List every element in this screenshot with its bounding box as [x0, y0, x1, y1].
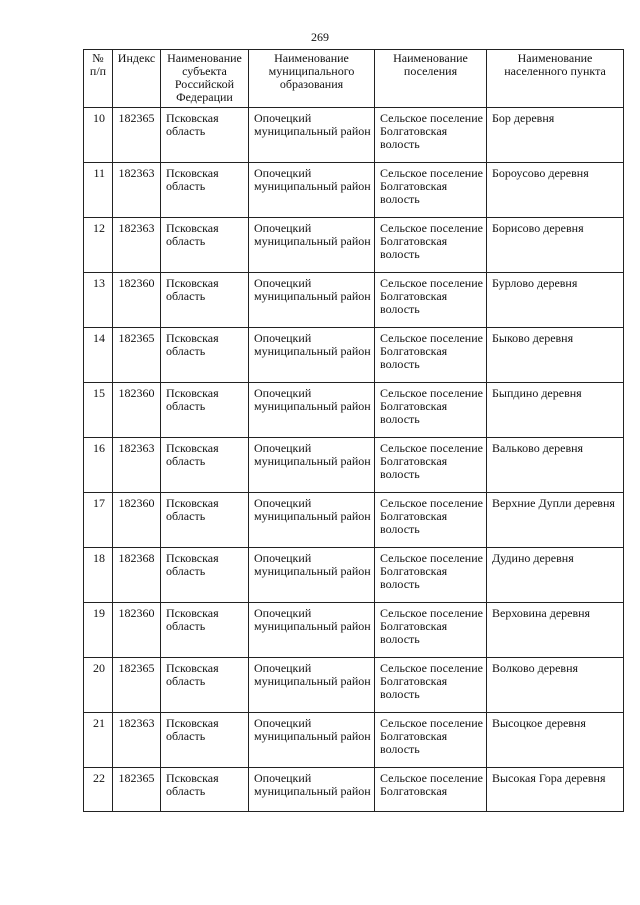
table-row	[84, 493, 624, 548]
postal-index: 182363	[113, 713, 161, 768]
postal-index: 182360	[113, 383, 161, 438]
subject-name: Псковская область	[161, 713, 249, 768]
municipality-name: Опочецкий муниципальный район	[249, 603, 375, 658]
locality-name: Быпдино деревня	[487, 383, 624, 438]
locality-name: Борисово деревня	[487, 218, 624, 273]
municipality-name: Опочецкий муниципальный район	[249, 163, 375, 218]
table-row	[84, 768, 624, 812]
subject-name: Псковская область	[161, 548, 249, 603]
postal-index: 182360	[113, 273, 161, 328]
settlements-table	[83, 49, 624, 812]
locality-name: Верховина деревня	[487, 603, 624, 658]
row-number: 21	[84, 713, 113, 768]
locality-name: Верхние Дупли деревня	[487, 493, 624, 548]
header-subject: Наименование субъекта Российской Федерации	[161, 50, 249, 108]
settlement-name: Сельское поселение Болгатовская волость	[375, 163, 487, 218]
settlement-name: Сельское поселение Болгатовская волость	[375, 328, 487, 383]
postal-index: 182365	[113, 658, 161, 713]
postal-index: 182360	[113, 603, 161, 658]
municipality-name: Опочецкий муниципальный район	[249, 328, 375, 383]
municipality-name: Опочецкий муниципальный район	[249, 548, 375, 603]
row-number: 19	[84, 603, 113, 658]
header-number: № п/п	[84, 50, 113, 108]
table-body	[84, 108, 624, 812]
municipality-name: Опочецкий муниципальный район	[249, 493, 375, 548]
settlement-name: Сельское поселение Болгатовская	[375, 768, 487, 812]
subject-name: Псковская область	[161, 108, 249, 163]
subject-name: Псковская область	[161, 438, 249, 493]
subject-name: Псковская область	[161, 603, 249, 658]
header-locality: Наименование населенного пункта	[487, 50, 624, 108]
postal-index: 182363	[113, 438, 161, 493]
postal-index: 182363	[113, 163, 161, 218]
postal-index: 182368	[113, 548, 161, 603]
postal-index: 182365	[113, 328, 161, 383]
row-number: 18	[84, 548, 113, 603]
postal-index: 182363	[113, 218, 161, 273]
subject-name: Псковская область	[161, 163, 249, 218]
table-row	[84, 438, 624, 493]
subject-name: Псковская область	[161, 493, 249, 548]
settlement-name: Сельское поселение Болгатовская волость	[375, 218, 487, 273]
locality-name: Высоцкое деревня	[487, 713, 624, 768]
header-index: Индекс	[113, 50, 161, 108]
municipality-name: Опочецкий муниципальный район	[249, 273, 375, 328]
settlement-name: Сельское поселение Болгатовская волость	[375, 658, 487, 713]
row-number: 14	[84, 328, 113, 383]
row-number: 15	[84, 383, 113, 438]
subject-name: Псковская область	[161, 328, 249, 383]
locality-name: Вальково деревня	[487, 438, 624, 493]
subject-name: Псковская область	[161, 273, 249, 328]
settlement-name: Сельское поселение Болгатовская волость	[375, 273, 487, 328]
table-row	[84, 163, 624, 218]
subject-name: Псковская область	[161, 658, 249, 713]
subject-name: Псковская область	[161, 768, 249, 812]
postal-index: 182365	[113, 108, 161, 163]
municipality-name: Опочецкий муниципальный район	[249, 768, 375, 812]
row-number: 17	[84, 493, 113, 548]
table-row	[84, 548, 624, 603]
table-row	[84, 603, 624, 658]
municipality-name: Опочецкий муниципальный район	[249, 108, 375, 163]
locality-name: Бороусово деревня	[487, 163, 624, 218]
subject-name: Псковская область	[161, 218, 249, 273]
row-number: 13	[84, 273, 113, 328]
row-number: 22	[84, 768, 113, 812]
table-row	[84, 383, 624, 438]
postal-index: 182365	[113, 768, 161, 812]
table-row	[84, 328, 624, 383]
table-row	[84, 658, 624, 713]
locality-name: Бурлово деревня	[487, 273, 624, 328]
locality-name: Высокая Гора деревня	[487, 768, 624, 812]
row-number: 11	[84, 163, 113, 218]
municipality-name: Опочецкий муниципальный район	[249, 713, 375, 768]
row-number: 12	[84, 218, 113, 273]
settlement-name: Сельское поселение Болгатовская волость	[375, 438, 487, 493]
table-row	[84, 218, 624, 273]
table-row	[84, 273, 624, 328]
municipality-name: Опочецкий муниципальный район	[249, 218, 375, 273]
table-row	[84, 713, 624, 768]
locality-name: Дудино деревня	[487, 548, 624, 603]
header-settlement: Наименование поселения	[375, 50, 487, 108]
postal-index: 182360	[113, 493, 161, 548]
table-header-row	[84, 50, 624, 108]
settlement-name: Сельское поселение Болгатовская волость	[375, 493, 487, 548]
locality-name: Быково деревня	[487, 328, 624, 383]
row-number: 16	[84, 438, 113, 493]
settlement-name: Сельское поселение Болгатовская волость	[375, 383, 487, 438]
header-municipality: Наименование муниципального образования	[249, 50, 375, 108]
subject-name: Псковская область	[161, 383, 249, 438]
locality-name: Бор деревня	[487, 108, 624, 163]
page-number: 269	[311, 30, 329, 44]
settlement-name: Сельское поселение Болгатовская волость	[375, 713, 487, 768]
row-number: 10	[84, 108, 113, 163]
table-row	[84, 108, 624, 163]
settlement-name: Сельское поселение Болгатовская волость	[375, 108, 487, 163]
locality-name: Волково деревня	[487, 658, 624, 713]
municipality-name: Опочецкий муниципальный район	[249, 383, 375, 438]
settlement-name: Сельское поселение Болгатовская волость	[375, 548, 487, 603]
settlement-name: Сельское поселение Болгатовская волость	[375, 603, 487, 658]
row-number: 20	[84, 658, 113, 713]
municipality-name: Опочецкий муниципальный район	[249, 658, 375, 713]
municipality-name: Опочецкий муниципальный район	[249, 438, 375, 493]
